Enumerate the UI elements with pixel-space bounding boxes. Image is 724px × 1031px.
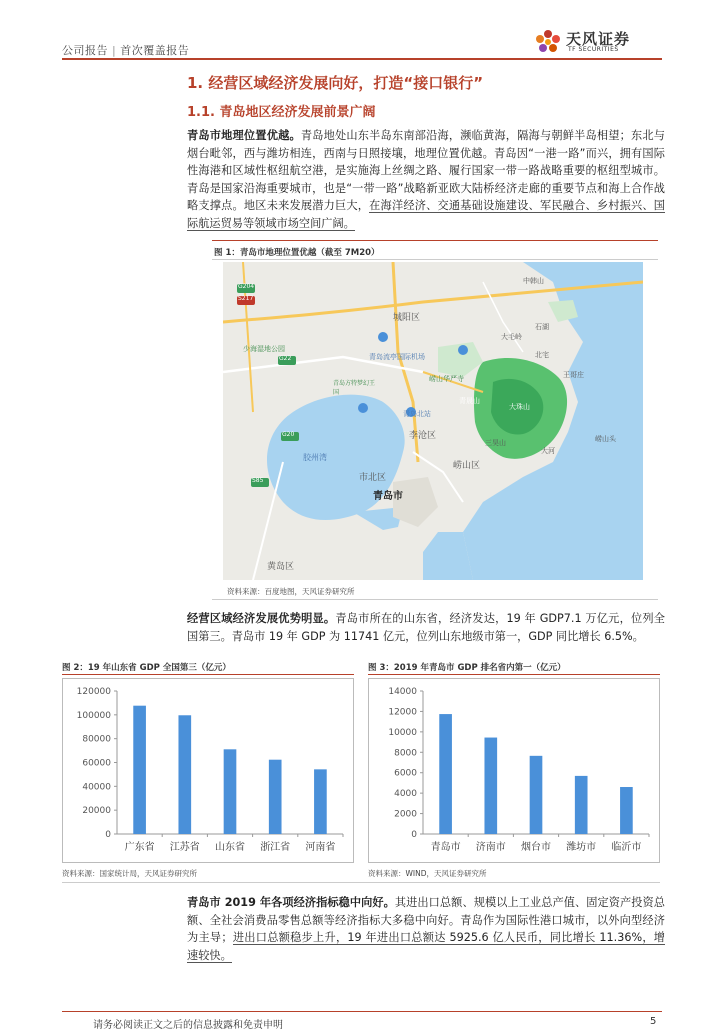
bar xyxy=(484,738,497,834)
figure-rule xyxy=(368,674,660,675)
y-tick-label: 20000 xyxy=(82,806,111,817)
map-label: 市北区 xyxy=(359,473,387,483)
x-tick-label: 浙江省 xyxy=(260,842,291,853)
map-label: 胶州湾 xyxy=(303,453,327,462)
road-shield: G204 xyxy=(238,283,255,290)
figure-source: 资料来源：百度地图，天风证券研究所 xyxy=(227,587,355,596)
map-label: 黄岛区 xyxy=(267,562,295,572)
footer-divider xyxy=(62,1011,662,1012)
figure-title: 图 1：青岛市地理位置优越（截至 7M20） xyxy=(214,248,380,258)
map-label: 城阳区 xyxy=(393,313,421,323)
paragraph-text: 青岛地处山东半岛东南部沿海，濒临黄海，隔海与朝鲜半岛相望；东北与烟台毗邻，西与潍坊相连，西南与日照接壤，地理位置优越。青岛因“一港一路”而兴，拥有国际性海港和区域性枢纽航空港，是实施海上丝绸之路、履行国家一带一路战略重要的枢纽型城市。青岛是国家沿海重要城市，也是“一带一路”战略新亚欧大陆桥经济走廊的重要节点和海上合作战略支撑点。地区未来发展潜力巨大， xyxy=(187,129,665,213)
paragraph-economy xyxy=(187,610,665,645)
y-tick-label: 10000 xyxy=(388,727,417,738)
map-label: 崂山区 xyxy=(453,461,481,471)
y-tick-label: 6000 xyxy=(394,768,417,779)
page-number: 5 xyxy=(650,1016,657,1027)
qingdao-map xyxy=(223,262,643,580)
figure-rule xyxy=(212,259,658,260)
y-tick-label: 12000 xyxy=(388,707,417,718)
map-label: 石湖 xyxy=(535,323,549,331)
bar xyxy=(269,760,282,834)
x-tick-label: 潍坊市 xyxy=(566,842,597,853)
subsection-heading: 1.1. 青岛地区经济发展前景广阔 xyxy=(187,105,376,120)
paragraph-lead: 青岛市 2019 年各项经济指标稳中向好。 xyxy=(187,896,395,909)
y-tick-label: 120000 xyxy=(76,687,111,697)
x-tick-label: 青岛市 xyxy=(430,842,461,853)
bar xyxy=(224,749,237,834)
figure-title: 图 2：19 年山东省 GDP 全国第三（亿元） xyxy=(62,663,231,673)
y-tick-label: 40000 xyxy=(82,782,111,793)
map-label: 北宅 xyxy=(535,351,549,359)
report-subtype: 首次覆盖报告 xyxy=(120,44,190,57)
x-tick-label: 河南省 xyxy=(305,842,336,853)
map-label: 崂山华严寺 xyxy=(429,375,464,383)
paragraph-location xyxy=(187,127,665,233)
map-label: 中韩山 xyxy=(523,277,544,285)
report-type: 公司报告 xyxy=(62,44,108,57)
x-tick-label: 江苏省 xyxy=(169,842,200,853)
bar xyxy=(133,706,146,834)
y-tick-label: 60000 xyxy=(82,758,111,769)
bar xyxy=(575,776,588,834)
road-shield: G22 xyxy=(279,355,292,362)
map-label: 崂山头 xyxy=(595,435,616,443)
bar xyxy=(178,715,191,834)
y-tick-label: 80000 xyxy=(82,734,111,745)
map-label: 王哥庄 xyxy=(563,371,584,379)
map-label: 青岛北站 xyxy=(403,410,431,418)
map-label: 青岛方特梦幻王国 xyxy=(333,380,376,396)
map-label: 李沧区 xyxy=(409,431,437,441)
y-tick-label: 100000 xyxy=(76,710,111,721)
x-tick-label: 济南市 xyxy=(475,842,506,853)
bar xyxy=(439,714,452,834)
bar xyxy=(620,787,633,834)
figure-rule xyxy=(212,599,658,600)
x-tick-label: 临沂市 xyxy=(611,842,642,853)
x-tick-label: 山东省 xyxy=(215,842,245,853)
report-header: 公司报告 | 首次覆盖报告 xyxy=(62,44,190,57)
map-label: 大毛岭 xyxy=(501,333,522,341)
flower-logo-icon xyxy=(532,26,564,58)
map-image xyxy=(223,262,643,580)
footer-disclaimer: 请务必阅读正文之后的信息披露和免责申明 xyxy=(93,1020,283,1031)
brand-name: 天风证券 xyxy=(566,30,631,48)
road-shield: S85 xyxy=(252,477,264,484)
map-label: 少海湿地公园 xyxy=(243,345,285,353)
y-tick-label: 0 xyxy=(105,830,111,840)
map-label: 青岛市 xyxy=(373,491,403,502)
paragraph-underlined: 进出口总额稳步上升，19 年进出口总额达 5925.6 亿人民币，同比增长 11.36%，增速较快。 xyxy=(187,931,665,962)
y-tick-label: 0 xyxy=(411,830,417,840)
figure-rule xyxy=(212,240,658,241)
road-shield: G20 xyxy=(282,431,295,438)
figure-rule xyxy=(62,882,660,883)
figure-title: 图 3：2019 年青岛市 GDP 排名省内第一（亿元） xyxy=(368,663,566,673)
y-tick-label: 14000 xyxy=(388,687,417,697)
section-heading: 1. 经营区域经济发展向好，打造“接口银行” xyxy=(187,74,484,92)
figure-source: 资料来源：WIND，天风证券研究所 xyxy=(368,869,487,878)
brand-name-en: TF SECURITIES xyxy=(568,46,619,53)
brand-logo xyxy=(532,26,662,58)
y-tick-label: 4000 xyxy=(394,789,417,800)
x-tick-label: 广东省 xyxy=(124,842,155,853)
paragraph-text: 青岛市所在的山东省，经济发达，19 年 GDP7.1 万亿元，位列全国第三。青岛市 19 年 GDP 为 11741 亿元，位列山东地级市第一，GDP 同比增长 6.5%。 xyxy=(187,612,665,643)
x-tick-label: 烟台市 xyxy=(521,842,551,853)
bar xyxy=(530,756,543,834)
map-label: 大珠山 xyxy=(509,403,530,411)
bar xyxy=(314,769,327,834)
paragraph-lead: 经营区域经济发展优势明显。 xyxy=(187,612,336,625)
paragraph-text: 其进出口总额、规模以上工业总产值、固定资产投资总额、全社会消费品零售总额等经济指标大多稳中向好。青岛作为国际性港口城市，以外向型经济为主导； xyxy=(187,896,665,945)
map-label: 大河 xyxy=(541,447,555,455)
bar-chart xyxy=(63,679,353,862)
y-tick-label: 2000 xyxy=(394,809,417,820)
paragraph-lead: 青岛市地理位置优越。 xyxy=(187,129,301,142)
chart-container xyxy=(62,678,354,863)
map-label: 青晟山 xyxy=(459,397,480,405)
map-label: 三昊山 xyxy=(485,439,506,447)
figure-source: 资料来源：国家统计局，天风证券研究所 xyxy=(62,869,197,878)
map-label: 青岛流亭国际机场 xyxy=(369,353,425,361)
header-divider xyxy=(62,58,662,60)
figure-rule xyxy=(62,674,354,675)
y-tick-label: 8000 xyxy=(394,748,417,759)
paragraph-indicators xyxy=(187,894,665,964)
bar-chart xyxy=(369,679,659,862)
paragraph-underlined: 在海洋经济、交通基础设施建设、军民融合、乡村振兴、国际航运贸易等领域市场空间广阔。 xyxy=(187,199,665,230)
chart-container xyxy=(368,678,660,863)
road-shield: S217 xyxy=(238,295,254,302)
